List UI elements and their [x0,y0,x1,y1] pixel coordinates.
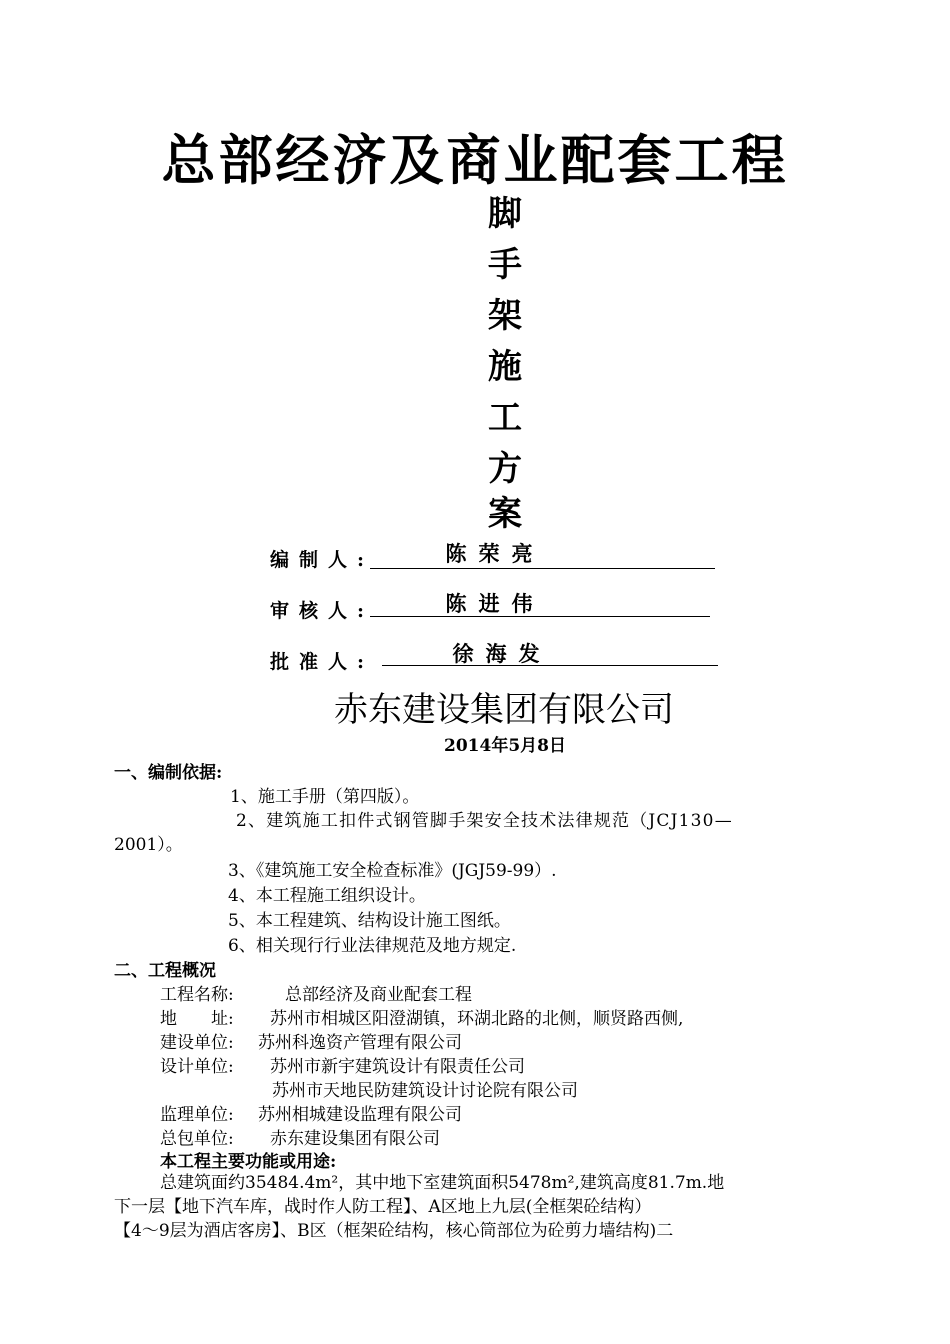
overview-paragraph-line: 总建筑面约35484.4m²，其中地下室建筑面积5478m²,建筑高度81.7m.地 [160,1173,725,1193]
approver-name: 徐海发 [452,641,552,666]
vertical-title-char: 案 [488,494,522,534]
vertical-title-char: 脚 [488,194,522,234]
field-label: 监理单位: [160,1105,234,1125]
basis-item: 1、施工手册（第四版）。 [230,787,420,807]
basis-item: 6、相关现行行业法律规范及地方规定. [228,936,517,956]
field-label: 工程名称: [160,985,234,1005]
basis-item: 4、本工程施工组织设计。 [228,886,426,906]
compiler-label: 编制人: [270,549,375,571]
basis-item: 2、建筑施工扣件式钢管脚手架安全技术法律规范（JCJ130— [236,811,733,831]
vertical-title-char: 架 [488,296,522,336]
designer-value: 苏州市新宇建筑设计有限责任公司 [270,1057,525,1077]
reviewer-label: 审核人: [270,600,375,622]
vertical-title-char: 手 [488,245,522,285]
company-name: 赤东建设集团有限公司 [334,690,674,730]
compiler-name: 陈荣亮 [445,541,545,566]
owner-value: 苏州科逸资产管理有限公司 [258,1033,462,1053]
field-label: 建设单位: [160,1033,234,1053]
supervisor-value: 苏州相城建设监理有限公司 [258,1105,462,1125]
basis-item-continued: 2001）。 [114,835,183,855]
section-heading-overview: 二、工程概况 [114,961,216,981]
reviewer-name: 陈进伟 [445,591,545,616]
designer-value-2: 苏州市天地民防建筑设计讨论院有限公司 [272,1081,578,1101]
field-label: 设计单位: [160,1057,234,1077]
section-heading-basis: 一、编制依据: [114,763,223,783]
vertical-title-char: 工 [488,398,522,438]
basis-item: 5、本工程建筑、结构设计施工图纸。 [228,911,511,931]
document-date: 2014年5月8日 [444,736,566,756]
overview-paragraph-line: 【4～9层为酒店客房】、B区（框架砼结构，核心筒部位为砼剪力墙结构)二 [114,1221,674,1241]
vertical-title-char: 方 [488,449,522,489]
project-name-value: 总部经济及商业配套工程 [285,985,472,1005]
basis-item: 3、《建筑施工安全检查标准》(JGJ59-99）. [228,861,557,881]
document-title: 总部经济及商业配套工程 [161,128,789,192]
field-label: 地 址: [160,1009,234,1029]
field-label: 总包单位: [160,1129,234,1149]
vertical-title-char: 施 [488,347,522,387]
address-value: 苏州市相城区阳澄湖镇，环湖北路的北侧，顺贤路西侧, [270,1009,684,1029]
function-heading: 本工程主要功能或用途: [160,1152,337,1172]
approver-label: 批准人: [270,651,375,673]
contractor-value: 赤东建设集团有限公司 [270,1129,440,1149]
overview-paragraph-line: 下一层【地下汽车库，战时作人防工程】、A区地上九层(全框架砼结构） [114,1197,652,1217]
